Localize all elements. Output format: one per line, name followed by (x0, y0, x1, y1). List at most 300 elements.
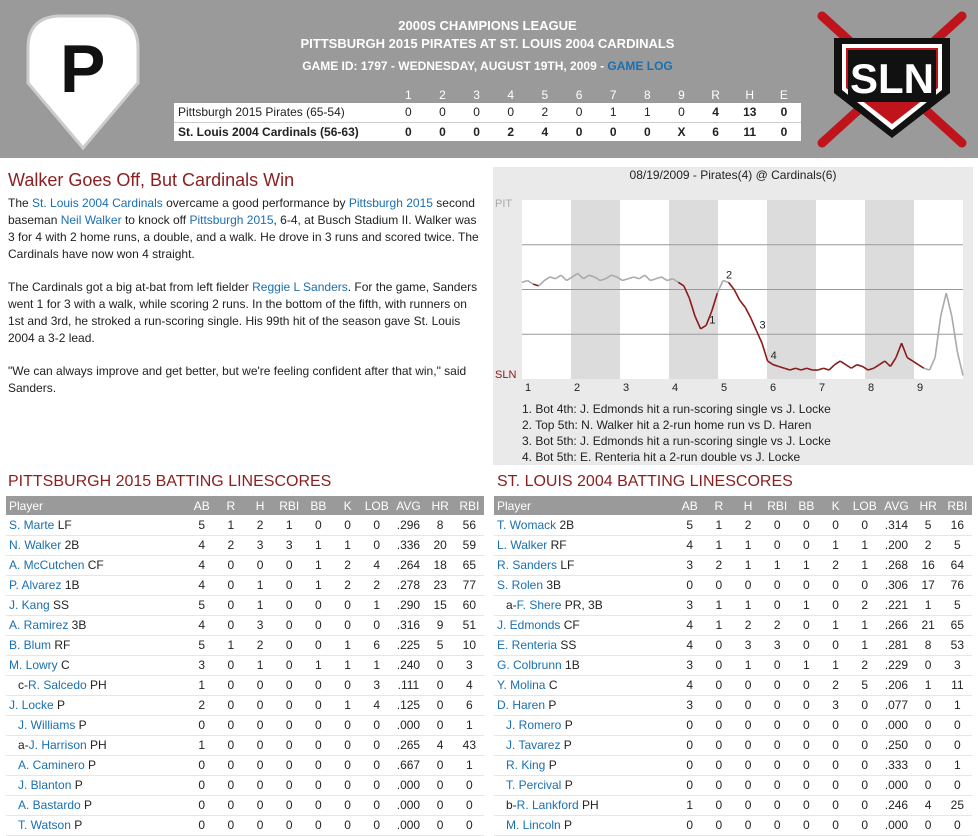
stat-cell: 3 (187, 655, 216, 675)
batting-col-header: R (216, 496, 245, 515)
linescore-col-header: R (699, 86, 733, 103)
stat-cell: 1 (333, 695, 362, 715)
stat-cell: 4 (362, 695, 391, 715)
player-cell (494, 515, 675, 535)
stat-cell: 1 (275, 515, 304, 535)
linescore-cell: X (664, 122, 698, 141)
player-link[interactable]: J. Edmonds (497, 618, 561, 632)
player-position: CF (84, 558, 104, 572)
y-label-bottom: SLN (495, 369, 517, 381)
stat-cell: .225 (391, 635, 425, 655)
batting-row (494, 515, 972, 535)
linescore-cell: 0 (439, 105, 446, 120)
stat-cell: 2 (187, 695, 216, 715)
player-link[interactable]: S. Marte (9, 517, 55, 532)
stat-cell: 0 (704, 715, 733, 735)
stat-cell: 1 (455, 715, 484, 735)
stat-cell: 0 (792, 635, 821, 655)
batting-row (494, 615, 972, 635)
stat-cell: 0 (426, 755, 455, 775)
stat-cell: 1 (362, 595, 391, 615)
stat-cell: 0 (304, 775, 333, 795)
stat-cell: 0 (455, 775, 484, 795)
batting-col-header: Player (6, 496, 187, 515)
stat-cell: 0 (275, 595, 304, 615)
story-text: to knock off (121, 213, 190, 227)
home-logo-text: SLN (850, 55, 934, 102)
player-position: 1B (61, 578, 80, 592)
stat-cell: 0 (426, 715, 455, 735)
stat-cell: 3 (733, 635, 762, 655)
stat-cell: .246 (879, 795, 913, 815)
stat-cell: 6 (455, 695, 484, 715)
stat-cell: 65 (943, 615, 972, 635)
player-link[interactable]: J. Harrison (28, 738, 87, 752)
stat-cell: 0 (675, 735, 704, 755)
player-link[interactable]: J. Kang (9, 598, 50, 612)
stat-cell: 0 (304, 675, 333, 695)
batting-col-header: RBI (943, 496, 972, 515)
stat-cell: 0 (943, 775, 972, 795)
stat-cell: 0 (763, 795, 792, 815)
player-link[interactable]: J. Williams (18, 718, 76, 732)
linescore-col-header: 9 (664, 86, 698, 103)
x-tick-label: 9 (917, 382, 924, 394)
event-marker: 3 (759, 319, 766, 332)
player-cell (494, 615, 675, 635)
linescore-cell: 0 (780, 105, 788, 120)
batting-row (6, 515, 484, 535)
player-position: PH (578, 798, 599, 812)
stat-cell: 5 (943, 535, 972, 555)
stat-cell: 0 (792, 535, 821, 555)
stat-cell: .000 (879, 715, 913, 735)
player-link[interactable]: T. Watson (18, 818, 71, 832)
stat-cell: 0 (275, 615, 304, 635)
player-link[interactable]: P. Alvarez (9, 578, 62, 592)
player-link[interactable]: A. Bastardo (18, 798, 81, 812)
batting-row (6, 735, 484, 755)
linescore-team-header (174, 86, 391, 103)
away-batting-title: PITTSBURGH 2015 BATTING LINESCORES (8, 473, 332, 490)
stat-cell: 4 (362, 555, 391, 575)
stat-cell: 3 (275, 535, 304, 555)
stat-cell: 2 (362, 575, 391, 595)
stat-cell: 0 (763, 715, 792, 735)
linescore-cell: 1 (643, 105, 651, 120)
batting-row (6, 655, 484, 675)
stat-cell: 0 (304, 695, 333, 715)
sub-prefix: c- (18, 678, 28, 692)
stat-cell: 5 (675, 515, 704, 535)
stat-cell: 3 (943, 655, 972, 675)
stat-cell: 0 (187, 815, 216, 835)
stat-cell: 2 (333, 555, 362, 575)
game-info-line (175, 57, 800, 75)
player-link[interactable]: A. Caminero (18, 758, 85, 772)
player-link[interactable]: R. Sanders (497, 558, 558, 572)
player-cell (494, 775, 675, 795)
stat-cell: 1 (733, 535, 762, 555)
stat-cell: 3 (245, 535, 274, 555)
stat-cell: 0 (733, 575, 762, 595)
home-team-logo (812, 8, 972, 150)
player-link[interactable]: L. Walker (497, 538, 548, 552)
player-link[interactable]: Neil Walker (60, 213, 122, 227)
player-link[interactable]: M. Lincoln (506, 818, 561, 832)
batting-row (6, 695, 484, 715)
batting-row (6, 755, 484, 775)
stat-cell: 0 (333, 815, 362, 835)
team-link[interactable]: St. Louis 2004 Cardinals (32, 196, 163, 210)
stat-cell: 21 (914, 615, 943, 635)
stat-cell: 1 (187, 735, 216, 755)
stat-cell: 0 (821, 795, 850, 815)
player-link[interactable]: Reggie L Sanders (252, 280, 348, 294)
stat-cell: 0 (914, 815, 943, 835)
stat-cell: 4 (675, 635, 704, 655)
stat-cell: 0 (850, 575, 879, 595)
stat-cell: 1 (187, 675, 216, 695)
stat-cell: .306 (879, 575, 913, 595)
stat-cell: 0 (733, 735, 762, 755)
stat-cell: 4 (675, 675, 704, 695)
player-link[interactable]: F. Shere (516, 598, 562, 612)
stat-cell: 0 (362, 795, 391, 815)
batting-row (6, 775, 484, 795)
stat-cell: 0 (333, 675, 362, 695)
player-link[interactable]: E. Renteria (497, 638, 558, 652)
player-link[interactable]: J. Blanton (18, 778, 72, 792)
stat-cell: 0 (275, 775, 304, 795)
stat-cell: 0 (426, 675, 455, 695)
stat-cell: 0 (763, 755, 792, 775)
stat-cell: 4 (914, 795, 943, 815)
stat-cell: .000 (391, 715, 425, 735)
stat-cell: 0 (245, 715, 274, 735)
player-position: C (545, 678, 558, 692)
stat-cell: 1 (304, 535, 333, 555)
stat-cell: 0 (763, 695, 792, 715)
player-cell (494, 635, 675, 655)
stat-cell: 0 (792, 775, 821, 795)
stat-cell: 0 (362, 775, 391, 795)
stat-cell: 0 (245, 795, 274, 815)
stat-cell: 0 (675, 815, 704, 835)
batting-row (6, 535, 484, 555)
stat-cell: 0 (304, 755, 333, 775)
stat-cell: 1 (304, 655, 333, 675)
stat-cell: 0 (333, 735, 362, 755)
stat-cell: 0 (763, 535, 792, 555)
stat-cell: 0 (821, 515, 850, 535)
stat-cell: 1 (704, 535, 733, 555)
stat-cell: 1 (821, 655, 850, 675)
event-marker: 2 (725, 269, 733, 282)
linescore-team-name: Pittsburgh 2015 Pirates (65-54) (178, 105, 345, 120)
stat-cell: 9 (426, 615, 455, 635)
batting-row (494, 655, 972, 675)
stat-cell: 43 (455, 735, 484, 755)
player-position: P (560, 738, 572, 752)
stat-cell: 0 (763, 655, 792, 675)
batting-row (6, 675, 484, 695)
game-log-link[interactable]: GAME LOG (607, 59, 673, 73)
player-position: SS (49, 598, 70, 612)
stat-cell: 4 (187, 575, 216, 595)
batting-col-header: RBI (275, 496, 304, 515)
linescore-col-header: E (767, 86, 801, 103)
stat-cell: 0 (275, 815, 304, 835)
x-tick-label: 1 (525, 382, 532, 394)
linescore-col-header: 2 (425, 86, 459, 103)
stat-cell: 0 (675, 755, 704, 775)
player-cell (6, 755, 187, 775)
linescore-col-header: 3 (460, 86, 494, 103)
stat-cell: 4 (455, 675, 484, 695)
batting-col-header: LOB (362, 496, 391, 515)
player-position: RF (547, 538, 567, 552)
stat-cell: 0 (245, 675, 274, 695)
stat-cell: 0 (733, 715, 762, 735)
stat-cell: 0 (216, 715, 245, 735)
batting-col-header: AB (187, 496, 216, 515)
stat-cell: .229 (879, 655, 913, 675)
player-link[interactable]: J. Romero (506, 718, 562, 732)
linescore-cell: 0 (391, 122, 425, 141)
player-link[interactable]: R. King (506, 758, 546, 772)
stat-cell: 0 (704, 775, 733, 795)
batting-header-row (494, 496, 972, 515)
player-position: P (84, 758, 97, 772)
stat-cell: 0 (187, 715, 216, 735)
stat-cell: 0 (455, 795, 484, 815)
away-team-letter: P (60, 31, 106, 107)
batting-col-header: HR (426, 496, 455, 515)
linescore-table (174, 86, 801, 141)
stat-cell: 0 (304, 715, 333, 735)
stat-cell: 2 (216, 535, 245, 555)
stat-cell: 1 (455, 755, 484, 775)
stat-cell: 0 (275, 635, 304, 655)
stat-cell: 23 (426, 575, 455, 595)
x-tick-label: 2 (574, 382, 581, 394)
stat-cell: 0 (275, 575, 304, 595)
stat-cell: 0 (704, 635, 733, 655)
stat-cell: 1 (333, 635, 362, 655)
stat-cell: 1 (792, 555, 821, 575)
matchup-title: PITTSBURGH 2015 PIRATES AT ST. LOUIS 2004 CARDINALS (300, 36, 675, 51)
stat-cell: 0 (733, 815, 762, 835)
linescore-col-header: 8 (630, 86, 664, 103)
stat-cell: 60 (455, 595, 484, 615)
stat-cell: 0 (275, 715, 304, 735)
stat-cell: 0 (304, 815, 333, 835)
stat-cell: 0 (704, 695, 733, 715)
player-position: P (560, 818, 573, 832)
stat-cell: 0 (850, 715, 879, 735)
stat-cell: 0 (763, 775, 792, 795)
player-cell (494, 715, 675, 735)
batting-row (494, 595, 972, 615)
player-link[interactable]: N. Walker (9, 538, 62, 552)
player-link[interactable]: A. Ramirez (9, 618, 69, 632)
stat-cell: 0 (914, 775, 943, 795)
linescore-cell: 4 (528, 122, 562, 141)
stat-cell: 0 (275, 555, 304, 575)
stat-cell: 1 (850, 635, 879, 655)
stat-cell: .200 (879, 535, 913, 555)
stat-cell: 0 (275, 695, 304, 715)
player-cell (6, 815, 187, 835)
stat-cell: 0 (216, 675, 245, 695)
stat-cell: 0 (914, 655, 943, 675)
stat-cell: 0 (333, 595, 362, 615)
stat-cell: 3 (675, 655, 704, 675)
stat-cell: 0 (333, 775, 362, 795)
batting-col-header: AVG (391, 496, 425, 515)
linescore-cell: 0 (630, 122, 664, 141)
stat-cell: 5 (187, 595, 216, 615)
player-link[interactable]: J. Locke (9, 698, 54, 712)
stat-cell: 1 (704, 615, 733, 635)
stat-cell: 6 (362, 635, 391, 655)
stat-cell: .296 (391, 515, 425, 535)
stat-cell: 0 (245, 815, 274, 835)
stat-cell: 0 (245, 755, 274, 775)
player-cell (494, 595, 675, 615)
player-link[interactable]: S. Rolen (497, 578, 544, 592)
stat-cell: .281 (879, 635, 913, 655)
x-tick-label: 8 (868, 382, 875, 394)
home-batting-title: ST. LOUIS 2004 BATTING LINESCORES (497, 473, 793, 490)
batting-row (6, 615, 484, 635)
stat-cell: 1 (943, 755, 972, 775)
team-link[interactable]: Pittsburgh 2015 (189, 213, 274, 227)
stat-cell: 53 (943, 635, 972, 655)
player-link[interactable]: T. Percival (506, 778, 562, 792)
stat-cell: 1 (763, 555, 792, 575)
stat-cell: 8 (914, 635, 943, 655)
stat-cell: 5 (943, 595, 972, 615)
batting-row (6, 715, 484, 735)
batting-row (494, 575, 972, 595)
stat-cell: 0 (850, 735, 879, 755)
stat-cell: 16 (943, 515, 972, 535)
linescore-cell: 0 (473, 105, 480, 120)
stat-cell: 0 (216, 815, 245, 835)
player-link[interactable]: T. Womack (497, 517, 557, 532)
stat-cell: 0 (733, 695, 762, 715)
player-link[interactable]: J. Tavarez (506, 738, 561, 752)
player-position: 3B (68, 618, 87, 632)
stat-cell: 1 (245, 655, 274, 675)
event-marker: 4 (770, 350, 777, 363)
stat-cell: 0 (763, 515, 792, 535)
stat-cell: 0 (850, 815, 879, 835)
batting-row (6, 815, 484, 835)
stat-cell: 0 (821, 735, 850, 755)
stat-cell: 0 (704, 815, 733, 835)
stat-cell: 2 (333, 575, 362, 595)
story-text: overcame a good performance by (162, 196, 349, 210)
stat-cell: 4 (426, 735, 455, 755)
linescore-row (174, 103, 801, 122)
batting-row (494, 795, 972, 815)
linescore-cell: 0 (425, 122, 459, 141)
stat-cell: .667 (391, 755, 425, 775)
player-cell (6, 535, 187, 555)
batting-header-row (6, 496, 484, 515)
away-batting-table (6, 496, 484, 836)
stat-cell: 5 (187, 635, 216, 655)
stat-cell: 0 (704, 575, 733, 595)
player-position: 2B (61, 538, 80, 552)
stat-cell: 0 (245, 695, 274, 715)
stat-cell: 0 (304, 795, 333, 815)
player-link[interactable]: R. Lankford (516, 798, 579, 812)
y-label-top: PIT (495, 198, 513, 210)
player-link[interactable]: M. Lowry (9, 658, 58, 672)
player-link[interactable]: R. Salcedo (28, 678, 87, 692)
batting-col-header: K (333, 496, 362, 515)
game-title-block (175, 17, 800, 75)
stat-cell: .000 (879, 775, 913, 795)
stat-cell: 0 (850, 515, 879, 535)
sub-prefix: a- (506, 598, 517, 612)
player-link[interactable]: A. McCutchen (9, 558, 85, 572)
stat-cell: 1 (704, 595, 733, 615)
player-position: LF (557, 558, 575, 572)
stat-cell: .000 (391, 795, 425, 815)
chart-note: 2. Top 5th: N. Walker hit a 2-run home run vs D. Haren (522, 418, 812, 432)
player-position: P (80, 798, 93, 812)
player-position: P (561, 778, 573, 792)
stat-cell: 16 (914, 555, 943, 575)
linescore-cell: 0 (404, 105, 412, 120)
stat-cell: 0 (850, 795, 879, 815)
linescore-cell: 2 (541, 105, 549, 120)
stat-cell: 0 (304, 615, 333, 635)
batting-row (6, 635, 484, 655)
stat-cell: 1 (333, 535, 362, 555)
stat-cell: .264 (391, 555, 425, 575)
player-cell (6, 715, 187, 735)
player-link[interactable]: G. Colbrunn (497, 658, 562, 672)
stat-cell: 0 (704, 655, 733, 675)
stat-cell: .333 (879, 755, 913, 775)
linescore-cell: 0 (562, 122, 596, 141)
player-position: P (545, 698, 557, 712)
batting-col-header: AB (675, 496, 704, 515)
stat-cell: 0 (362, 715, 391, 735)
stat-cell: 5 (850, 675, 879, 695)
team-link[interactable]: Pittsburgh 2015 (348, 196, 433, 210)
batting-row (494, 715, 972, 735)
stat-cell: 0 (914, 735, 943, 755)
player-link[interactable]: B. Blum (9, 638, 52, 652)
player-link[interactable]: Y. Molina (497, 678, 546, 692)
story-quote: "We can always improve and get better, but we're feeling confident after that win," said Sanders. (8, 364, 467, 395)
stat-cell: 65 (455, 555, 484, 575)
player-position: 2B (556, 517, 575, 532)
stat-cell: 1 (733, 555, 762, 575)
player-link[interactable]: D. Haren (497, 698, 546, 712)
stat-cell: 11 (943, 675, 972, 695)
batting-col-header: AVG (879, 496, 913, 515)
stat-cell: 1 (216, 635, 245, 655)
stat-cell: 1 (733, 655, 762, 675)
